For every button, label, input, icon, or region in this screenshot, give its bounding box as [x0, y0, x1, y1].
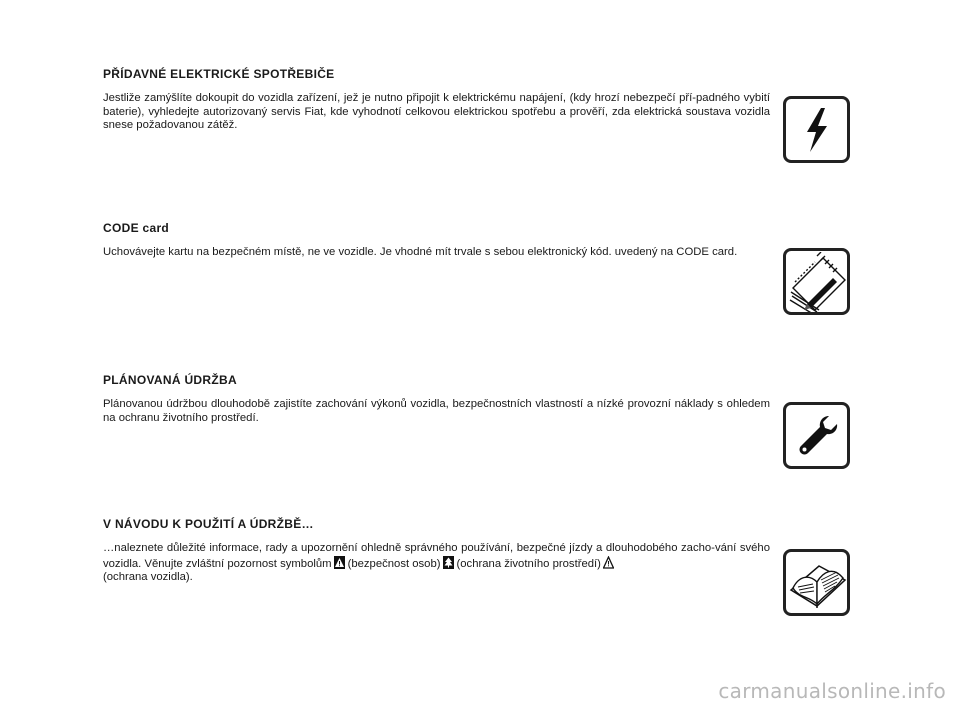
warning-person-safety-icon [334, 556, 345, 569]
section-text [103, 542, 770, 585]
text-part: (bezpečnost osob) [347, 557, 441, 570]
text-part: …naleznete důležité informace, rady a upozornění ohledně správného používání, bezpečné jízdy a dlouhodobého zacho-vání svého vozidla. Věnujte zvláštní pozornost symbolům [103, 542, 770, 570]
text-part: (ochrana životního prostředí) [456, 557, 601, 570]
section-heading: V NÁVODU K POUŽITÍ A ÚDRŽBĚ… [103, 517, 314, 531]
open-book-icon [783, 549, 850, 616]
section-heading: PLÁNOVANÁ ÚDRŽBA [103, 373, 237, 387]
section-heading: PŘÍDAVNÉ ELEKTRICKÉ SPOTŘEBIČE [103, 67, 335, 81]
section-code-card [103, 221, 770, 260]
section-text: Uchovávejte kartu na bezpečném místě, ne ve vozidle. Je vhodné mít trvale s sebou elektronický kód. uvedený na CODE card. [103, 246, 738, 258]
lightning-bolt-icon [783, 96, 850, 163]
notepad-pen-icon [783, 248, 850, 315]
section-text: Jestliže zamýšlíte dokoupit do vozidla zařízení, jež je nutno připojit k elektrickému napájení, (kdy hrozí nebezpečí pří-padného vybití baterie), vyhledejte autorizovaný servis Fiat, kde vyhodnotí celkovou elektrickou spotřebu a prověří, zda elektrická soustava vozidla snese požadovanou zátěž. [103, 92, 770, 132]
text-part: (ochrana vozidla). [103, 571, 193, 584]
vehicle-protection-icon [603, 556, 614, 569]
wrench-icon [783, 402, 850, 469]
section-heading: CODE card [103, 221, 170, 235]
section-text: Plánovanou údržbou dlouhodobě zajistíte zachování výkonů vozidla, bezpečnostních vlastností a nízké provozní náklady s ohledem na ochranu životního prostředí. [103, 398, 770, 424]
watermark: carmanualsonline.info [718, 679, 946, 703]
section-electrical-consumers [103, 67, 770, 133]
section-manual-info [103, 517, 770, 585]
environment-protection-icon [443, 556, 454, 569]
section-planned-maintenance [103, 373, 770, 425]
